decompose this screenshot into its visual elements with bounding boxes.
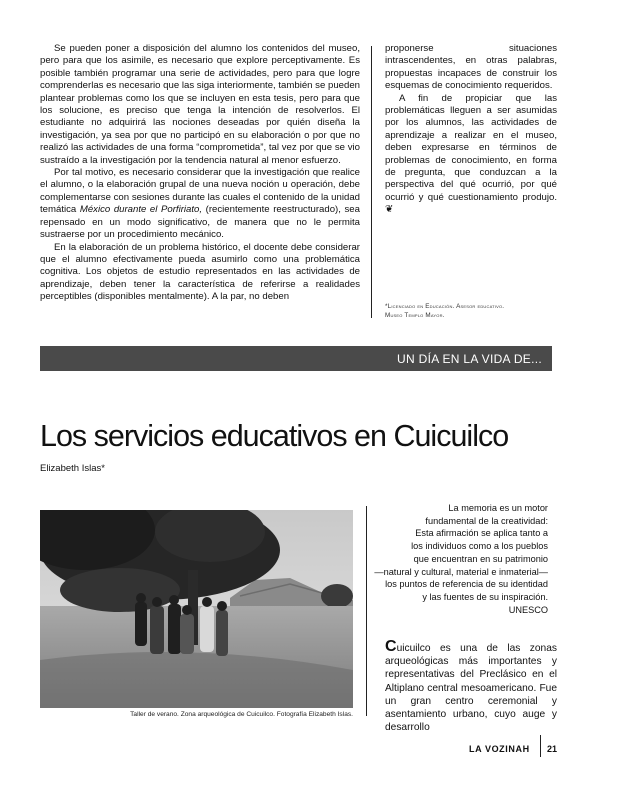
quote-divider: [366, 506, 367, 716]
quote-line: fundamental de la creatividad:: [425, 515, 548, 526]
paragraph: Se pueden poner a disposición del alumno los contenidos del museo, pero para que los asimile, es necesario que explore perceptivamente. Es posible también programar una serie de actividades, pero para que logre comprenderlas es necesario que las siga interiormente, también se pueden plantear problemas como los que se incluyen en esta tesis, pero para que los solucione, es preciso que tenga la intención de resolverlos. El estudiante no adquirirá las nociones deseadas por quién diseña la investigación, ya sea por que no participó en su elaboración o por que no realizó las actividades de una forma “comprometida”, tal vez por que se vio sustraído a la investigación por la tendencia natural al menor esfuerzo.: [40, 43, 360, 166]
paragraph-text: uicuilco es una de las zonas arqueológicas más importantes y representativas del Preclásico en el Altiplano central mesoamericano. Fue un gran centro ceremonial y asentamiento urbano, cuyo auge y desarrollo: [385, 643, 557, 734]
page-number: 21: [547, 744, 558, 754]
paragraph-text: (recientemente reestructurado), sea repensado en un modo significativo, de manera que no le permita sustraerse por un procedimiento mecánico.: [40, 204, 360, 241]
paragraph: [385, 640, 557, 734]
photo-caption: Taller de verano. Zona arqueológica de Cuicuilco. Fotografía Elizabeth Islas.: [130, 711, 353, 718]
article-intro: [385, 640, 557, 734]
quote-line: que encuentran en su patrimonio: [413, 553, 548, 564]
left-column-text: [40, 43, 360, 304]
footer-divider: [540, 735, 541, 757]
article-title: Los servicios educativos en Cuicuilco: [40, 419, 509, 453]
article-author: Elizabeth Islas*: [40, 463, 105, 474]
section-banner-label: UN DÍA EN LA VIDA DE...: [397, 352, 542, 366]
footnote: [385, 302, 560, 320]
quote-line: —natural y cultural, material e inmaterial—: [374, 566, 548, 577]
quote-line: Esta afirmación se aplica tanto a: [415, 528, 548, 539]
section-banner: [40, 346, 552, 371]
unit-title-italic: México durante el Porfiriato,: [79, 204, 203, 216]
paragraph: [40, 167, 360, 241]
quote-source: UNESCO: [508, 604, 548, 615]
quote-line: los puntos de referencia de su identidad: [385, 579, 548, 590]
drop-cap: C: [385, 638, 397, 655]
right-column-text: [385, 43, 557, 217]
quote-line: La memoria es un motor: [448, 503, 548, 513]
footnote-line: Museo Templo Mayor.: [385, 312, 445, 319]
footnote-line: *Licenciado en Educación. Asesor educativo.: [385, 303, 505, 310]
article-photo: [40, 510, 353, 708]
paragraph-text: A fin de propiciar que las problemáticas lleguen a ser asumidas por los alumnos, las actividades de aprendizaje a realizar en el museo, deben expresarse en términos de problemas de conocimiento, en forma de pregunta, que conduzcan a la perspectiva del qué ocurrió, por qué ocurrió y qué cuestionamiento produjo.: [385, 92, 557, 203]
epigraph-quote: [372, 502, 548, 616]
paragraph: [385, 93, 557, 217]
quote-line: los individuos como a los pueblos: [411, 541, 548, 552]
paragraph: En la elaboración de un problema histórico, el docente debe considerar que el alumno efectivamente pueda asumirlo como una problemática cognitiva. Los objetos de estudio representados en las actividades de aprendizaje, deben tener la característica de referirse a realidades perceptibles (disponibles mentalmente). A la par, no deben: [40, 241, 360, 303]
paragraph-text: Por tal motivo, es necesario considerar que la investigación que realice el alumno, o la elaboración grupal de una nueva noción u operación, debe complementarse con sesiones durante las cuales el contenido de la unidad temática: [40, 167, 360, 216]
end-mark-icon: ❦: [385, 204, 394, 216]
photo-illustration: [40, 510, 353, 708]
column-divider: [371, 46, 372, 318]
magazine-name: LA VOZINAH: [469, 744, 530, 754]
quote-line: y las fuentes de su inspiración.: [422, 591, 548, 602]
paragraph: proponerse situaciones intrascendentes, en otras palabras, propuestas incapaces de construir los esquemas de conocimiento requeridos.: [385, 43, 557, 92]
